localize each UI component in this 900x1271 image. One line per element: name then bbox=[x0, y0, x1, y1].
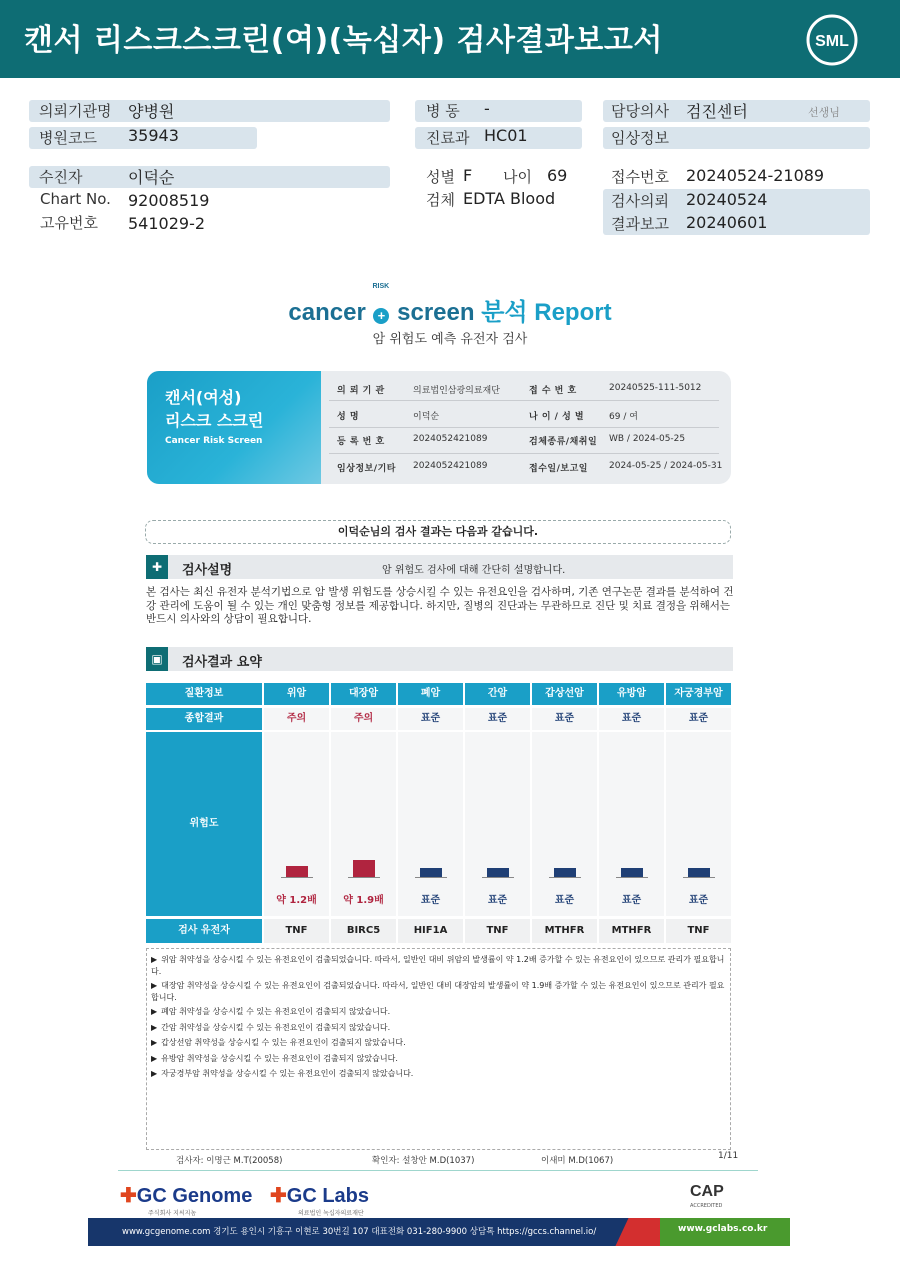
risk-cell bbox=[331, 732, 396, 916]
footer-url[interactable]: www.gclabs.co.kr bbox=[678, 1224, 768, 1234]
section-description-note: 암 위험도 검사에 대해 간단히 설명합니다. bbox=[382, 565, 566, 576]
risk-label: 표준 bbox=[554, 895, 575, 906]
specimen-value: EDTA Blood bbox=[463, 189, 556, 208]
row-label-risk: 위험도 bbox=[146, 732, 262, 916]
disease-header: 유방암 bbox=[599, 683, 664, 705]
card-title-en: Cancer Risk Screen bbox=[165, 436, 263, 446]
logo-word-cancer: cancer bbox=[288, 299, 366, 326]
result-cell: 주의 bbox=[264, 708, 329, 730]
risk-cell bbox=[264, 732, 329, 916]
unique-value: 541029-2 bbox=[128, 214, 206, 233]
result-note: ▶ 자궁경부암 취약성을 상승시킬 수 있는 유전요인이 검출되지 않았습니다. bbox=[151, 1069, 414, 1078]
risk-label: 표준 bbox=[420, 895, 441, 906]
card-value: 2024-05-25 / 2024-05-31 bbox=[609, 461, 723, 471]
card-divider bbox=[329, 427, 719, 428]
report-logo bbox=[0, 283, 900, 327]
clinical-info-label: 임상정보 bbox=[611, 129, 669, 147]
result-cell: 표준 bbox=[532, 708, 597, 730]
card-value: 20240525-111-5012 bbox=[609, 383, 702, 393]
disease-header: 위암 bbox=[264, 683, 329, 705]
card-key: 접수일/보고일 bbox=[529, 464, 588, 474]
risk-label: 표준 bbox=[621, 895, 642, 906]
footer-address: www.gcgenome.com 경기도 용인시 기흥구 이현로 30번길 107 대표전화 031-280-9900 상담톡 https://gccs.channel.io/ bbox=[122, 1227, 597, 1237]
gc-genome-logo: ✚GC Genome bbox=[120, 1185, 253, 1207]
bullet-triangle-icon: ▶ bbox=[151, 1007, 158, 1016]
risk-bar-baseline bbox=[482, 877, 514, 878]
specimen-label: 검체 bbox=[426, 191, 455, 209]
row-label-gene: 검사 유전자 bbox=[146, 919, 262, 943]
risk-bar-baseline bbox=[549, 877, 581, 878]
confirmer-signature: 확인자: 설창안 M.D(1037) bbox=[372, 1156, 475, 1166]
request-value: 20240524 bbox=[686, 190, 768, 209]
result-note: ▶ 간암 취약성을 상승시킬 수 있는 유전요인이 검출되지 않았습니다. bbox=[151, 1022, 391, 1032]
risk-bar bbox=[353, 860, 375, 877]
info-card bbox=[147, 371, 731, 484]
examinee-value: 이덕순 bbox=[128, 168, 175, 187]
card-key: 나 이 / 성 별 bbox=[529, 412, 585, 422]
receipt-label: 접수번호 bbox=[611, 168, 669, 186]
sex-label: 성별 bbox=[426, 168, 455, 186]
result-cell: 표준 bbox=[666, 708, 731, 730]
description-body: 본 검사는 최신 유전자 분석기법으로 암 발생 위험도를 상승시킬 수 있는 유전요인을 검사하며, 기존 연구논문 결과를 분석하여 건강 관리에 도움이 될 수 있는 개인 맞춤형 정보를 제공합니다. 하지만, 질병의 진단과는 무관하므로 진단 및 치료 결정을 위해서는 반드시 의사와의 상담이 필요합니다. bbox=[146, 586, 734, 625]
risk-bar bbox=[554, 868, 576, 877]
card-value: WB / 2024-05-25 bbox=[609, 434, 686, 444]
card-value: 의료법인삼광의료재단 bbox=[413, 386, 500, 396]
risk-bar-baseline bbox=[415, 877, 447, 878]
result-cell: 표준 bbox=[599, 708, 664, 730]
gene-cell: TNF bbox=[666, 919, 731, 943]
report-label: 결과보고 bbox=[611, 215, 669, 233]
risk-bar-baseline bbox=[348, 877, 380, 878]
gene-cell: MTHFR bbox=[599, 919, 664, 943]
stethoscope-icon: ✚ bbox=[146, 555, 168, 579]
examinee-label: 수진자 bbox=[39, 168, 83, 186]
doctor-label: 담당의사 bbox=[611, 102, 669, 120]
disease-header: 갑상선암 bbox=[532, 683, 597, 705]
risk-bar bbox=[621, 868, 643, 877]
result-note: ▶ 폐암 취약성을 상승시킬 수 있는 유전요인이 검출되지 않았습니다. bbox=[151, 1007, 391, 1016]
bullet-triangle-icon: ▶ bbox=[151, 1069, 158, 1078]
institution-label: 의뢰기관명 bbox=[39, 102, 112, 120]
card-key: 접 수 번 호 bbox=[529, 386, 577, 396]
result-cell: 표준 bbox=[398, 708, 463, 730]
gene-cell: TNF bbox=[264, 919, 329, 943]
department-label: 진료과 bbox=[426, 129, 470, 147]
gene-cell: MTHFR bbox=[532, 919, 597, 943]
card-value: 69 / 여 bbox=[609, 412, 638, 422]
report-subtitle: 암 위험도 예측 유전자 검사 bbox=[372, 332, 528, 347]
card-key: 등 록 번 호 bbox=[337, 437, 385, 447]
chart-value: 92008519 bbox=[128, 191, 210, 210]
result-cell: 표준 bbox=[465, 708, 530, 730]
folder-icon: ▣ bbox=[146, 647, 168, 671]
sex-value: F bbox=[463, 166, 473, 185]
card-value: 이덕순 bbox=[413, 412, 440, 422]
disease-header: 폐암 bbox=[398, 683, 463, 705]
age-label: 나이 bbox=[503, 168, 532, 186]
logo-suffix: 분석 Report bbox=[481, 299, 612, 326]
risk-icon: RISK + bbox=[372, 283, 390, 323]
bullet-triangle-icon: ▶ bbox=[151, 981, 158, 990]
risk-label: 약 1.2배 bbox=[276, 895, 317, 906]
card-value: 2024052421089 bbox=[413, 434, 488, 444]
risk-bar-baseline bbox=[281, 877, 313, 878]
gene-cell: HIF1A bbox=[398, 919, 463, 943]
doctor-value: 검진센터 bbox=[686, 102, 748, 121]
footer-divider bbox=[118, 1170, 758, 1171]
risk-bar bbox=[487, 868, 509, 877]
second-signature: 이새미 M.D(1067) bbox=[541, 1156, 614, 1166]
disease-header: 간암 bbox=[465, 683, 530, 705]
bullet-triangle-icon: ▶ bbox=[151, 1022, 158, 1032]
risk-cell bbox=[532, 732, 597, 916]
risk-bar-baseline bbox=[616, 877, 648, 878]
disease-header: 자궁경부암 bbox=[666, 683, 731, 705]
disease-header: 대장암 bbox=[331, 683, 396, 705]
risk-label: 약 1.9배 bbox=[343, 895, 384, 906]
risk-cell bbox=[398, 732, 463, 916]
card-title-panel bbox=[147, 371, 321, 484]
examinee-row bbox=[29, 166, 390, 188]
sml-logo-text: SML bbox=[815, 33, 849, 50]
risk-label: 표준 bbox=[688, 895, 709, 906]
footer-url-bar bbox=[660, 1218, 790, 1246]
risk-cell bbox=[599, 732, 664, 916]
row-label-disease: 질환정보 bbox=[146, 683, 262, 705]
gc-cross-icon: ✚ bbox=[270, 1185, 287, 1207]
result-notes bbox=[146, 948, 731, 1150]
card-key: 검체종류/채취일 bbox=[529, 437, 598, 447]
chart-label: Chart No. bbox=[40, 190, 111, 208]
logo-risk: RISK bbox=[372, 283, 390, 290]
cap-sub: ACCREDITED bbox=[690, 1203, 723, 1209]
section-summary-title: 검사결과 요약 bbox=[182, 655, 262, 670]
gc-labs-logo: ✚GC Labs bbox=[270, 1185, 370, 1207]
cap-logo: CAP bbox=[690, 1183, 724, 1200]
bullet-triangle-icon: ▶ bbox=[151, 1038, 158, 1047]
request-label: 검사의뢰 bbox=[611, 192, 669, 210]
card-key: 성 명 bbox=[337, 412, 360, 422]
card-key: 임상정보/기타 bbox=[337, 464, 396, 474]
tester-signature: 검사자: 이명근 M.T(20058) bbox=[176, 1156, 283, 1166]
risk-cell bbox=[666, 732, 731, 916]
card-divider bbox=[329, 400, 719, 401]
result-note: ▶ 유방암 취약성을 상승시킬 수 있는 유전요인이 검출되지 않았습니다. bbox=[151, 1053, 398, 1063]
risk-bar bbox=[420, 868, 442, 877]
risk-bar-baseline bbox=[683, 877, 715, 878]
intro-banner: 이덕순님의 검사 결과는 다음과 같습니다. bbox=[145, 520, 731, 544]
logo-word-screen: screen bbox=[397, 299, 475, 326]
gene-cell: TNF bbox=[465, 919, 530, 943]
hospital-code-label: 병원코드 bbox=[39, 129, 97, 147]
gc-labs-sub: 의료법인 녹십자의료재단 bbox=[298, 1210, 364, 1217]
risk-bar bbox=[286, 866, 308, 877]
hospital-code-value: 35943 bbox=[128, 126, 179, 145]
card-key: 의 뢰 기 관 bbox=[337, 386, 385, 396]
section-summary-header bbox=[146, 647, 733, 671]
gc-genome-sub: 주식회사 지씨지놈 bbox=[148, 1210, 197, 1217]
card-title-1: 캔서(여성) bbox=[165, 388, 242, 407]
header-bar bbox=[0, 0, 900, 78]
department-value: HC01 bbox=[484, 126, 528, 145]
ward-value: - bbox=[484, 99, 490, 118]
card-value: 2024052421089 bbox=[413, 461, 488, 471]
unique-label: 고유번호 bbox=[40, 214, 98, 232]
page-title: 캔서 리스크스크린(여)(녹십자) 검사결과보고서 bbox=[24, 23, 663, 58]
doctor-suffix: 선생님 bbox=[808, 106, 840, 119]
bullet-triangle-icon: ▶ bbox=[151, 1053, 158, 1063]
row-label-result: 종합결과 bbox=[146, 708, 262, 730]
card-divider bbox=[329, 453, 719, 454]
gc-cross-icon: ✚ bbox=[120, 1185, 137, 1207]
page-number: 1/11 bbox=[718, 1151, 739, 1161]
risk-label: 표준 bbox=[487, 895, 508, 906]
report-value: 20240601 bbox=[686, 213, 768, 232]
age-value: 69 bbox=[547, 166, 568, 185]
bullet-triangle-icon: ▶ bbox=[151, 955, 158, 964]
result-note: ▶ 갑상선암 취약성을 상승시킬 수 있는 유전요인이 검출되지 않았습니다. bbox=[151, 1038, 406, 1047]
section-description-header bbox=[146, 555, 733, 579]
gene-cell: BIRC5 bbox=[331, 919, 396, 943]
risk-cell bbox=[465, 732, 530, 916]
sml-logo bbox=[804, 12, 860, 68]
section-description-title: 검사설명 bbox=[182, 563, 233, 578]
result-note: ▶ 대장암 취약성을 상승시킬 수 있는 유전요인이 검출되었습니다. 따라서, 일반인 대비 대장암의 발생률이 약 1.9배 증가할 수 있는 유전요인이 있으므로 관리가 필요합니다. bbox=[151, 981, 725, 1002]
risk-bar bbox=[688, 868, 710, 877]
institution-value: 양병원 bbox=[128, 102, 175, 121]
result-cell: 주의 bbox=[331, 708, 396, 730]
card-title-2: 리스크 스크린 bbox=[165, 411, 264, 430]
receipt-value: 20240524-21089 bbox=[686, 166, 825, 185]
ward-label: 병 동 bbox=[426, 102, 460, 120]
result-note: ▶ 위암 취약성을 상승시킬 수 있는 유전요인이 검출되었습니다. 따라서, 일반인 대비 위암의 발생률이 약 1.2배 증가할 수 있는 유전요인이 있으므로 관리가 필요합니다. bbox=[151, 955, 725, 976]
